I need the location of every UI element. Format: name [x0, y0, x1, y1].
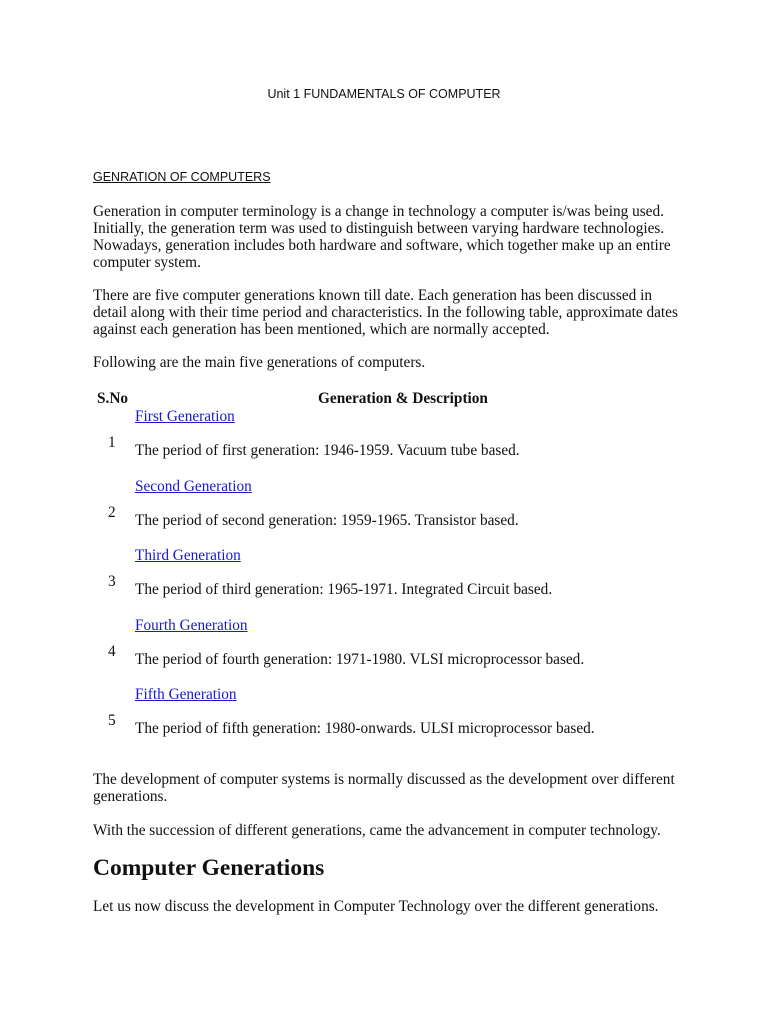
table-row-description: The period of fourth generation: 1971-1980. VLSI microprocessor based.	[135, 651, 585, 668]
table-header-sno: S.No	[97, 390, 129, 407]
list-intro-paragraph: Following are the main five generations of computers.	[93, 354, 426, 371]
second-generation-link[interactable]: Second Generation	[135, 478, 252, 495]
table-row-number: 3	[108, 573, 116, 590]
table-row-description: The period of third generation: 1965-1971. Integrated Circuit based.	[135, 581, 553, 598]
succession-paragraph: With the succession of different generations, came the advancement in computer technology.	[93, 822, 661, 839]
table-row-number: 5	[108, 712, 116, 729]
development-paragraph: The development of computer systems is normally discussed as the development over different generations.	[93, 771, 675, 805]
generations-paragraph: There are five computer generations known till date. Each generation has been discussed in detail along with their time period and characteristics. In the following table, approximate dates against each generation has been mentioned, which are normally accepted.	[93, 287, 678, 338]
table-row-number: 4	[108, 643, 116, 660]
third-generation-link[interactable]: Third Generation	[135, 547, 241, 564]
intro-paragraph: Generation in computer terminology is a change in technology a computer is/was being used. Initially, the generation term was used to distinguish between varying hardware technologies. Nowadays, generation includes both hardware and software, which together make up an entire computer system.	[93, 203, 671, 271]
table-row-number: 2	[108, 504, 116, 521]
table-row-description: The period of fifth generation: 1980-onwards. ULSI microprocessor based.	[135, 720, 595, 737]
table-row-description: The period of second generation: 1959-1965. Transistor based.	[135, 512, 519, 529]
first-generation-link[interactable]: First Generation	[135, 408, 235, 425]
final-paragraph: Let us now discuss the development in Computer Technology over the different generations.	[93, 898, 659, 915]
table-header-description: Generation & Description	[318, 390, 488, 407]
table-row-description: The period of first generation: 1946-1959. Vacuum tube based.	[135, 442, 520, 459]
fourth-generation-link[interactable]: Fourth Generation	[135, 617, 248, 634]
section-heading: GENRATION OF COMPUTERS	[93, 170, 271, 184]
unit-title: Unit 1 FUNDAMENTALS OF COMPUTER	[267, 87, 501, 101]
fifth-generation-link[interactable]: Fifth Generation	[135, 686, 237, 703]
table-row-number: 1	[108, 434, 116, 451]
computer-generations-heading: Computer Generations	[93, 855, 325, 881]
